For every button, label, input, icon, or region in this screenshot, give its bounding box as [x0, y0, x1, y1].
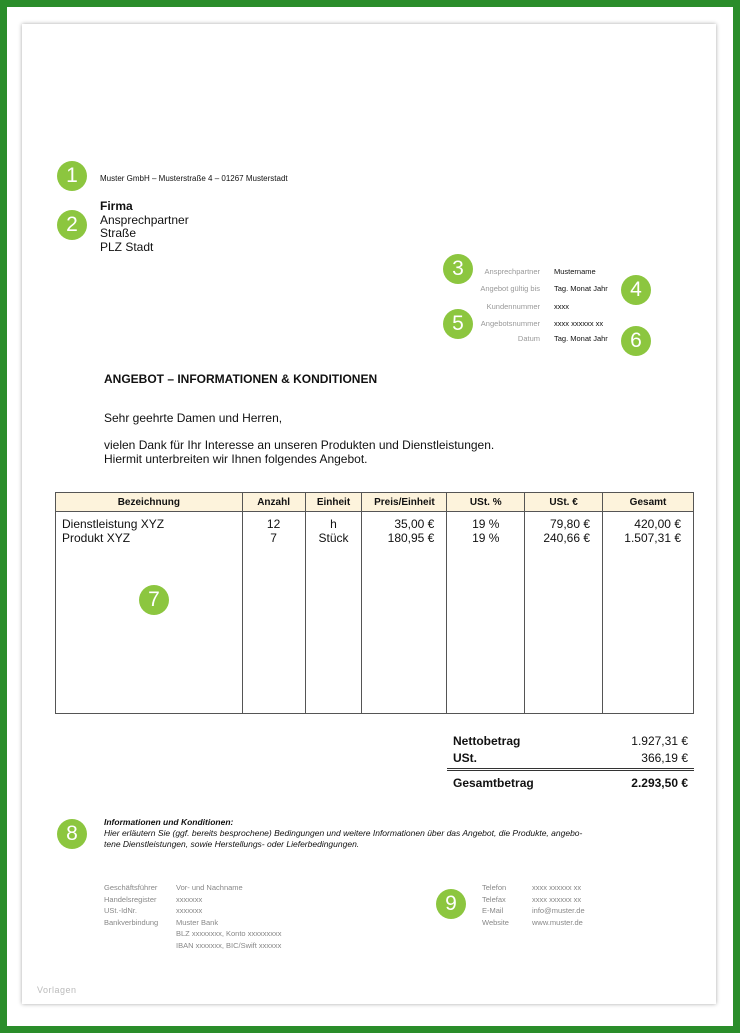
footer-contact-info: [482, 882, 585, 928]
footer-value: BLZ xxxxxxxx, Konto xxxxxxxxx: [176, 929, 282, 938]
footer-value: xxxxxxx: [176, 894, 203, 904]
footer-row: [104, 882, 281, 894]
meta-value: xxxx: [554, 302, 569, 311]
table-cell: 35,00 €: [362, 512, 447, 532]
badge-8: 8: [57, 819, 87, 849]
footer-key: USt.-IdNr.: [104, 906, 137, 915]
greeting: Sehr geehrte Damen und Herren,: [104, 411, 283, 425]
gross-total-value: 2.293,50 €: [631, 776, 688, 790]
badge-1: 1: [57, 161, 87, 191]
table-cell: 7: [242, 531, 305, 547]
meta-label: Datum: [517, 334, 540, 343]
footer-key: Telefon: [482, 883, 507, 892]
footer-row: [104, 928, 281, 940]
footer-key: E-Mail: [482, 906, 504, 915]
tax-total-value: 366,19 €: [641, 751, 688, 765]
document-heading: ANGEBOT – INFORMATIONEN & KONDITIONEN: [104, 372, 378, 386]
footer-value: xxxx xxxxxx xx: [532, 894, 582, 904]
table-cell: 19 %: [447, 512, 525, 532]
table-cell: Dienstleistung XYZ: [56, 512, 243, 532]
tax-total-label: USt.: [453, 751, 477, 765]
meta-value: Tag. Monat Jahr: [554, 284, 608, 293]
footer-key: Handelsregister: [104, 894, 157, 904]
column-header: Anzahl: [242, 493, 305, 512]
footer-value: Vor- und Nachname: [176, 883, 243, 892]
footer-company-info: [104, 882, 281, 951]
table-row: [56, 512, 694, 532]
table-cell: 180,95 €: [362, 531, 447, 547]
totals-divider: [447, 768, 694, 769]
footer-key: Telefax: [482, 894, 506, 904]
footer-value: xxxx xxxxxx xx: [532, 883, 582, 892]
table-cell: Stück: [305, 531, 362, 547]
column-header: USt. %: [447, 493, 525, 512]
footer-value: www.muster.de: [532, 917, 583, 927]
meta-row: [440, 319, 640, 333]
table-cell: 1.507,31 €: [603, 531, 694, 547]
table-cell: 79,80 €: [525, 512, 603, 532]
table-cell: 12: [242, 512, 305, 532]
meta-row: [440, 267, 640, 281]
footer-row: [104, 917, 281, 929]
gross-total-label: Gesamtbetrag: [453, 776, 534, 790]
meta-value: Tag. Monat Jahr: [554, 334, 608, 343]
offer-table: [55, 492, 694, 714]
meta-label: Angebot gültig bis: [480, 284, 540, 293]
intro-line: Hiermit unterbreiten wir Ihnen folgendes Angebot.: [104, 452, 368, 466]
column-header: Preis/Einheit: [362, 493, 447, 512]
footer-key: Website: [482, 917, 509, 927]
badge-5: 5: [443, 309, 473, 339]
column-header: Gesamt: [603, 493, 694, 512]
watermark: Vorlagen: [37, 985, 77, 995]
footer-row: [104, 940, 281, 952]
table-cell: h: [305, 512, 362, 532]
totals-block: [447, 734, 694, 793]
badge-4: 4: [621, 275, 651, 305]
badge-6: 6: [621, 326, 651, 356]
table-cell: 19 %: [447, 531, 525, 547]
recipient-city: PLZ Stadt: [100, 239, 154, 254]
footer-row: [482, 917, 585, 929]
recipient-company: Firma: [100, 199, 133, 213]
badge-9: 9: [436, 889, 466, 919]
footer-row: [104, 894, 281, 906]
table-row: [56, 531, 694, 547]
meta-label: Ansprechpartner: [484, 267, 540, 276]
gross-total-row: [447, 776, 694, 793]
meta-row: [440, 302, 640, 316]
meta-row: [440, 334, 640, 348]
info-text: tene Dienstleistungen, sowie Herstellungs- oder Lieferbedingungen.: [104, 839, 360, 849]
meta-value: Mustername: [554, 267, 596, 276]
recipient-contact: Ansprechpartner: [100, 212, 189, 227]
footer-key: Geschäftsführer: [104, 883, 158, 892]
footer-value: info@muster.de: [532, 906, 585, 915]
column-header: USt. €: [525, 493, 603, 512]
table-cell: 420,00 €: [603, 512, 694, 532]
info-text: Hier erläutern Sie (ggf. bereits besprochene) Bedingungen und weitere Informationen über das Angebot, die Produkte, angebo-: [104, 828, 583, 838]
meta-label: Kundennummer: [486, 302, 540, 311]
recipient-street: Straße: [100, 226, 137, 240]
net-total-row: [447, 734, 694, 751]
meta-label: Angebotsnummer: [480, 319, 540, 328]
table-cell: 240,66 €: [525, 531, 603, 547]
column-header: Bezeichnung: [56, 493, 243, 512]
footer-value: IBAN xxxxxxx, BIC/Swift xxxxxx: [176, 940, 282, 950]
badge-3: 3: [443, 254, 473, 284]
meta-value: xxxx xxxxxx xx: [554, 319, 604, 328]
intro-line: vielen Dank für Ihr Interesse an unseren Produkten und Dienstleistungen.: [104, 438, 495, 452]
meta-row: [440, 284, 640, 298]
footer-value: xxxxxxx: [176, 906, 203, 915]
footer-row: [482, 882, 585, 894]
footer-row: [104, 905, 281, 917]
info-title: Informationen und Konditionen:: [104, 817, 234, 827]
footer-row: [482, 905, 585, 917]
info-conditions: [104, 817, 644, 850]
footer-key: Bankverbindung: [104, 917, 159, 927]
net-total-label: Nettobetrag: [453, 734, 521, 748]
badge-2: 2: [57, 210, 87, 240]
tax-total-row: [447, 751, 694, 768]
net-total-value: 1.927,31 €: [631, 734, 688, 748]
table-empty-space: [56, 547, 694, 714]
footer-value: Muster Bank: [176, 917, 219, 927]
table-header-row: [56, 493, 694, 512]
badge-7: 7: [139, 585, 169, 615]
column-header: Einheit: [305, 493, 362, 512]
sender-line: Muster GmbH – Musterstraße 4 – 01267 Musterstadt: [100, 174, 288, 183]
totals-divider: [447, 770, 694, 771]
table-cell: Produkt XYZ: [56, 531, 243, 547]
recipient-address: [100, 200, 189, 254]
intro-text: [104, 438, 494, 466]
footer-row: [482, 894, 585, 906]
